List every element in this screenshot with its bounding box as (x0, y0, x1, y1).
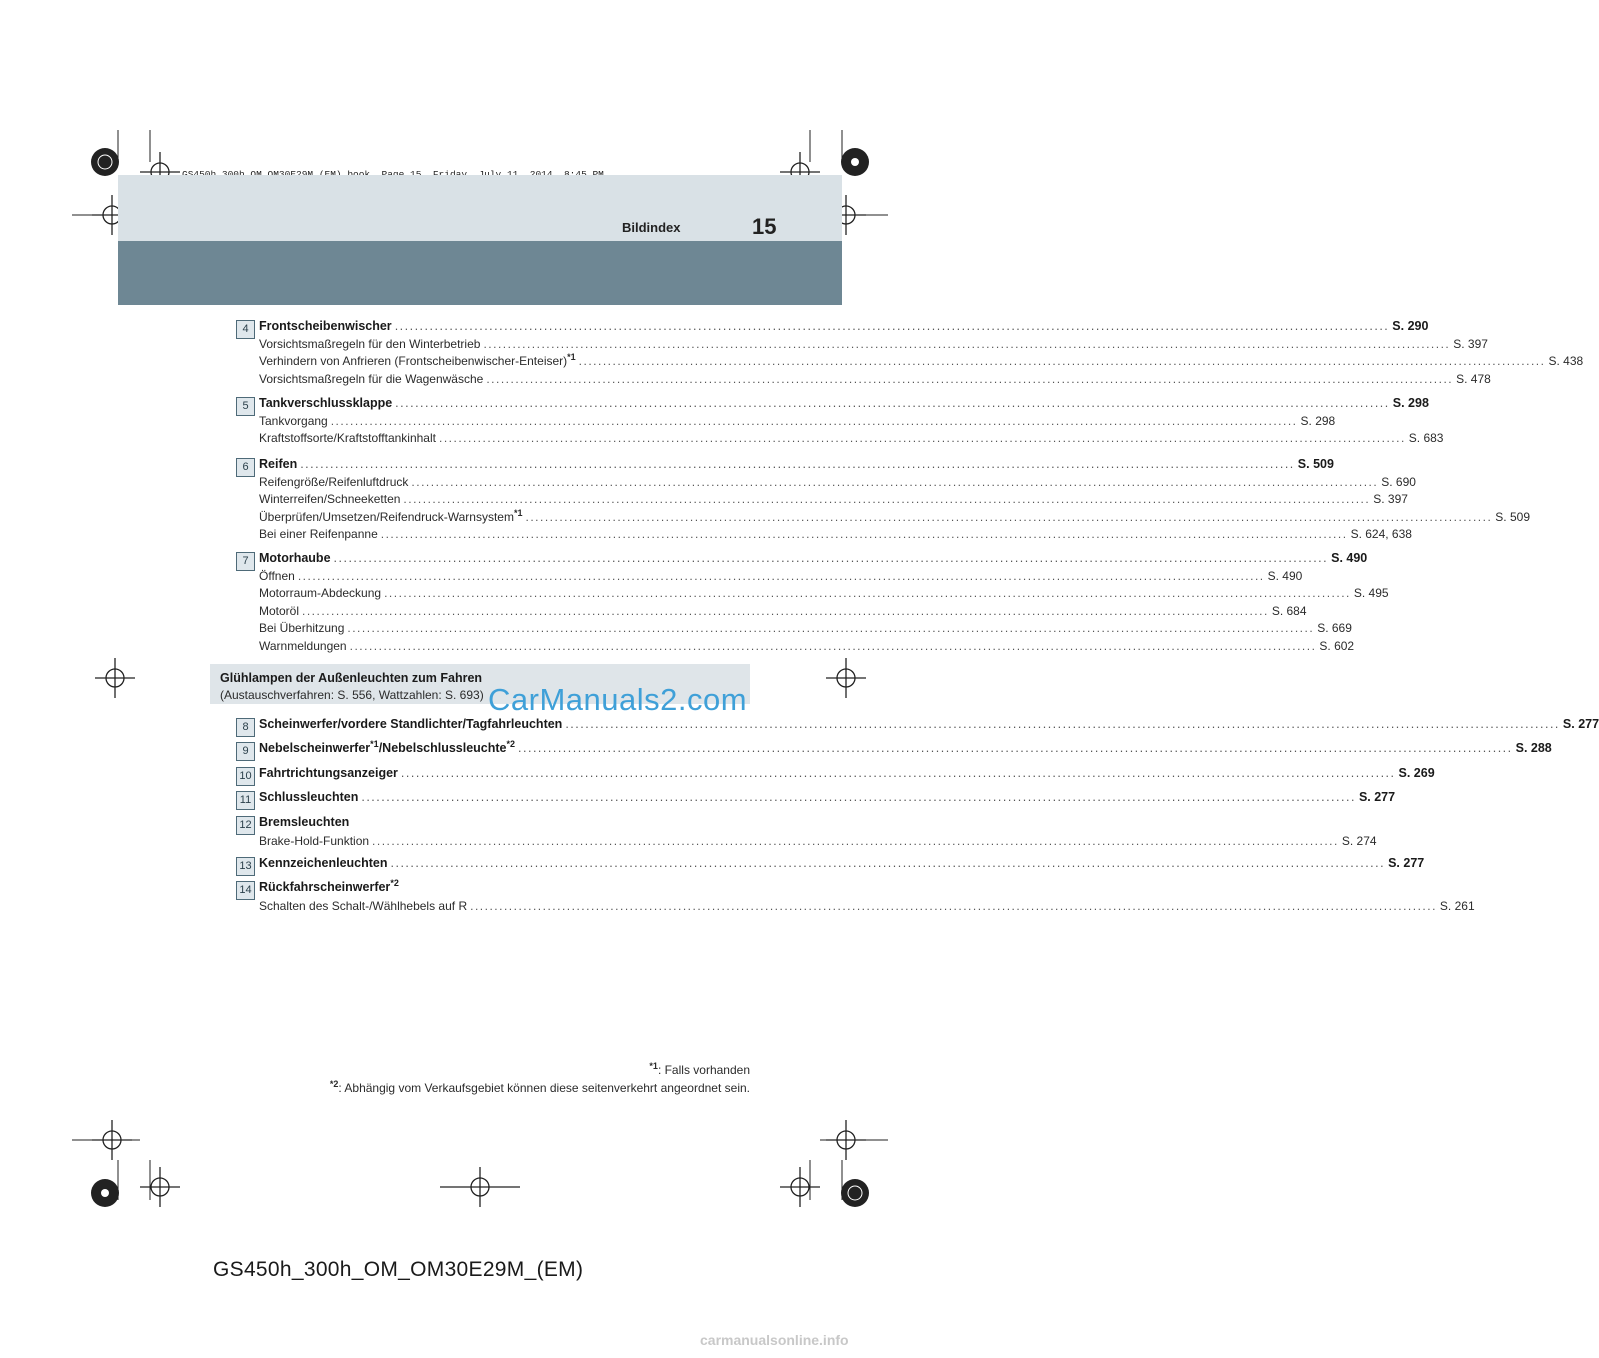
footnote-2: $^{*2}$: Abhängig vom Verkaufsgebiet können diese seitenverkehrt angeordnet sein. (329, 1079, 750, 1095)
entry-label: Reifengröße/Reifenluftdruck (259, 474, 409, 489)
header-band-dark (118, 241, 842, 305)
leader-dots: ........................................................................................................................................................................................................ (400, 766, 1396, 780)
entry-label: Motorhaube (259, 551, 331, 565)
leader-dots: ........................................................................................................................................................................................................ (302, 603, 1269, 618)
entry-label: Fahrtrichtungsanzeiger (259, 766, 398, 780)
section-subtitle: (Austauschverfahren: S. 556, Wattzahlen: S. 693) (220, 688, 484, 702)
entry-subitem[interactable] (259, 507, 1530, 524)
entry-heading[interactable] (259, 457, 1334, 471)
section-title: Glühlampen der Außenleuchten zum Fahren (220, 671, 483, 685)
entry-number-badge: 14 (236, 881, 255, 900)
leader-dots: ........................................................................................................................................................................................................ (411, 474, 1379, 489)
entry-page-ref: S. 288 (1515, 741, 1552, 755)
entry-page-ref: S. 298 (1300, 413, 1336, 428)
leader-dots: ........................................................................................................................................................................................................ (438, 431, 1406, 446)
entry-label: Kraftstoffsorte/Kraftstofftankinhalt (259, 431, 436, 446)
entry-page-ref: S. 602 (1319, 639, 1355, 653)
entry-subitem[interactable] (259, 603, 1307, 618)
entry-heading[interactable] (259, 815, 722, 829)
entry-subitem[interactable] (259, 527, 1412, 542)
leader-dots: ........................................................................................................................................................................................................ (565, 717, 1560, 731)
document-code: GS450h_300h_OM_OM30E29M_(EM) (213, 1258, 584, 1281)
entry-heading[interactable] (259, 738, 1552, 755)
leader-dots: ........................................................................................................................................................................................................ (347, 621, 1315, 636)
entry-label: Motorraum-Abdeckung (259, 586, 382, 601)
entry-label: Vorsichtsmaßregeln für den Winterbetrieb (259, 336, 481, 351)
entry-heading[interactable] (259, 790, 1396, 804)
entry-page-ref: S. 509 (1297, 457, 1334, 471)
leader-dots: ........................................................................................................................................................................................................ (390, 856, 1386, 870)
entry-label: Frontscheibenwischer (259, 319, 392, 333)
entry-label: Überprüfen/Umsetzen/Reifendruck-Warnsystem$^{*1}$ (259, 507, 523, 524)
entry-page-ref: S. 478 (1456, 371, 1491, 386)
entry-label: Scheinwerfer/vordere Standlichter/Tagfahrleuchten (259, 717, 563, 731)
entry-label: Kennzeichenleuchten (259, 856, 388, 870)
leader-dots: ........................................................................................................................................................................................................ (578, 354, 1546, 369)
entry-number-badge: 4 (236, 320, 255, 339)
header-band-light (118, 175, 842, 241)
entry-label: Bremsleuchten (259, 815, 350, 829)
leader-dots: ........................................................................................................................................................................................................ (330, 413, 1298, 428)
leader-dots: ........................................................................................................................................................................................................ (518, 741, 1513, 755)
leader-dots: ........................................................................................................................................................................................................ (525, 509, 1493, 524)
entry-subitem[interactable] (259, 413, 1336, 428)
entry-page-ref: S. 624, 638 (1350, 527, 1412, 542)
leader-dots: ........................................................................................................................................................................................................ (394, 319, 1390, 333)
entry-label: Warnmeldungen (259, 639, 347, 653)
entry-page-ref: S. 277 (1388, 856, 1425, 870)
entry-label: Motoröl (259, 603, 300, 618)
entry-label: Winterreifen/Schneeketten (259, 492, 401, 507)
entry-subitem[interactable] (259, 474, 1416, 489)
entry-heading[interactable] (259, 766, 1435, 780)
leader-dots: ........................................................................................................................................................................................................ (380, 527, 1348, 542)
entry-page-ref: S. 684 (1271, 603, 1307, 618)
entry-label: Schalten des Schalt-/Wählhebels auf R (259, 898, 468, 913)
entry-number-badge: 8 (236, 718, 255, 737)
entry-heading[interactable] (259, 877, 722, 894)
entry-page-ref: S. 397 (1453, 336, 1488, 351)
entry-label: Vorsichtsmaßregeln für die Wagenwäsche (259, 371, 484, 386)
page-number: 15 (752, 214, 777, 239)
entry-subitem[interactable] (259, 431, 1444, 446)
entry-label: Rückfahrscheinwerfer$^{*2}$ (259, 877, 399, 894)
entry-subitem[interactable] (259, 336, 1488, 351)
entry-page-ref: S. 495 (1353, 586, 1389, 601)
entry-subitem[interactable] (259, 833, 1377, 848)
leader-dots: ........................................................................................................................................................................................................ (361, 790, 1356, 804)
leader-dots: ........................................................................................................................................................................................................ (300, 457, 1295, 471)
entry-number-badge: 5 (236, 397, 255, 416)
entry-number-badge: 9 (236, 742, 255, 761)
page-title: Bildindex (622, 220, 681, 235)
entry-page-ref: S. 490 (1331, 551, 1368, 565)
entry-page-ref: S. 397 (1373, 492, 1408, 507)
watermark-carmanuals: CarManuals2.com (488, 682, 748, 717)
entry-page-ref: S. 269 (1398, 766, 1435, 780)
leader-dots: ........................................................................................................................................................................................................ (483, 336, 1451, 351)
entry-page-ref: S. 261 (1439, 898, 1475, 913)
entry-label: Bei Überhitzung (259, 621, 345, 636)
leader-dots: ........................................................................................................................................................................................................ (333, 551, 1329, 565)
entry-subitem[interactable] (259, 492, 1408, 507)
leader-dots: ........................................................................................................................................................................................................ (403, 492, 1371, 507)
entry-number-badge: 7 (236, 552, 255, 571)
entry-number-badge: 6 (236, 458, 255, 477)
entry-page-ref: S. 274 (1341, 833, 1377, 848)
leader-dots: ........................................................................................................................................................................................................ (297, 568, 1265, 583)
entry-number-badge: 12 (236, 816, 255, 835)
entry-number-badge: 13 (236, 857, 255, 876)
entry-label: Tankvorgang (259, 413, 328, 428)
entry-subitem[interactable] (259, 621, 1352, 636)
entry-subitem[interactable] (259, 352, 1584, 369)
leader-dots: ........................................................................................................................................................................................................ (486, 371, 1454, 386)
entry-label: Tankverschlussklappe (259, 396, 393, 410)
entry-heading[interactable] (259, 319, 1429, 333)
entry-heading[interactable] (259, 717, 1599, 731)
entry-page-ref: S. 669 (1317, 621, 1352, 636)
watermark-carmanualsonline: carmanualsonline.info (700, 1332, 849, 1348)
entry-page-ref: S. 277 (1562, 717, 1599, 731)
entry-heading[interactable] (259, 396, 1429, 410)
entry-subitem[interactable] (259, 639, 1355, 653)
leader-dots: ........................................................................................................................................................................................................ (395, 396, 1390, 410)
entry-label: Bei einer Reifenpanne (259, 527, 378, 542)
entry-page-ref: S. 690 (1381, 474, 1416, 489)
entry-heading[interactable] (259, 856, 1425, 870)
entry-label: Schlussleuchten (259, 790, 359, 804)
leader-dots: ........................................................................................................................................................................................................ (372, 833, 1339, 848)
entry-subitem[interactable] (259, 898, 1475, 913)
entry-subitem[interactable] (259, 568, 1303, 583)
entry-page-ref: S. 683 (1408, 431, 1444, 446)
entry-label: Reifen (259, 457, 298, 471)
entry-page-ref: S. 298 (1392, 396, 1429, 410)
entry-heading[interactable] (259, 551, 1368, 565)
entry-page-ref: S. 277 (1358, 790, 1396, 804)
leader-dots: ........................................................................................................................................................................................................ (470, 898, 1437, 913)
entry-number-badge: 10 (236, 767, 255, 786)
entry-page-ref: S. 490 (1267, 568, 1303, 583)
entry-page-ref: S. 509 (1495, 509, 1530, 524)
entry-page-ref: S. 438 (1548, 354, 1584, 369)
entry-label: Verhindern von Anfrieren (Frontscheibenwischer-Enteiser)$^{*1}$ (259, 352, 576, 369)
leader-dots: ........................................................................................................................................................................................................ (349, 639, 1317, 653)
leader-dots: ........................................................................................................................................................................................................ (384, 586, 1351, 601)
entry-page-ref: S. 290 (1392, 319, 1429, 333)
footnote-1: $^{*1}$: Falls vorhanden (649, 1061, 750, 1077)
entry-label: Nebelscheinwerfer$^{*1}$/Nebelschlussleuchte$^{*2}$ (259, 738, 516, 755)
entry-label: Brake-Hold-Funktion (259, 833, 370, 848)
entry-label: Öffnen (259, 568, 295, 583)
entry-subitem[interactable] (259, 371, 1491, 386)
entry-number-badge: 11 (236, 791, 255, 810)
entry-subitem[interactable] (259, 586, 1389, 601)
